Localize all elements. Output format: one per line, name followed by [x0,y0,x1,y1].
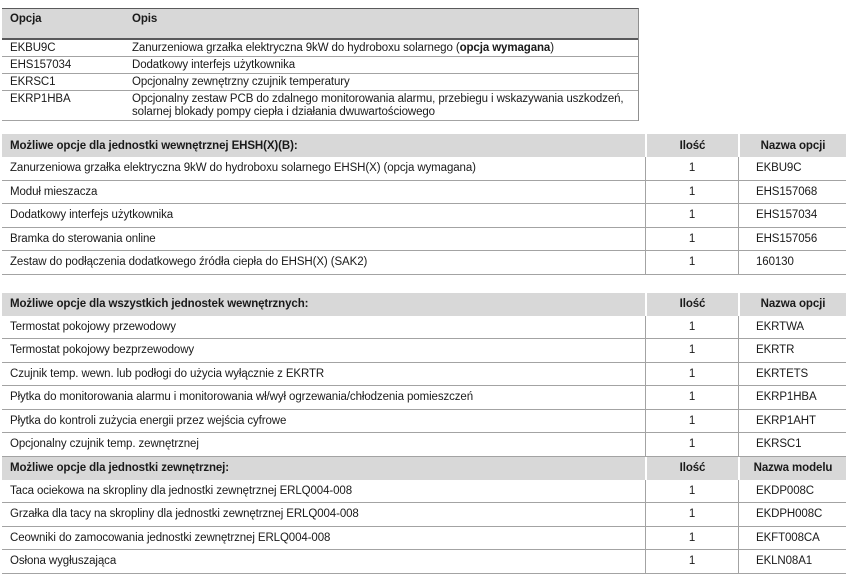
table-row [2,228,846,252]
indoor-unit-options-table [2,134,846,275]
table-header-row [2,293,846,316]
table-header-row [2,457,846,480]
description-cell: Termostat pokojowy przewodowy [10,320,176,333]
description-cell: Płytka do kontroli zużycia energii przez wejścia cyfrowe [10,414,287,427]
description-bold-text: opcja wymagana [459,41,551,54]
table-row [2,204,846,228]
model-name-cell: EKLN08A1 [738,550,846,573]
quantity-cell: 1 [645,228,738,251]
description-cell: Termostat pokojowy bezprzewodowy [10,344,195,357]
description-cell: Moduł mieszacza [10,185,98,198]
table-row [2,550,846,574]
model-name-cell: EKRTR [738,339,846,362]
description-cell: Taca ociekowa na skropliny dla jednostki zewnętrznej ERLQ004-008 [10,484,352,497]
accessories-description-table [2,8,639,121]
table-row [2,480,846,504]
description-cell: Czujnik temp. wewn. lub podłogi do użycia wyłącznie z EKRTR [10,367,325,380]
option-code-cell: EKBU9C [10,41,56,54]
model-name-cell: EKRTETS [738,363,846,386]
quantity-cell: 1 [645,251,738,274]
description-cell [124,40,638,56]
quantity-cell: 1 [645,550,738,573]
model-name-cell: EKRP1HBA [738,386,846,409]
model-name-cell: EKRSC1 [738,433,846,456]
model-name-cell: EKDPH008C [738,503,846,526]
description-cell: Osłona wygłuszająca [10,555,117,568]
table-row [2,527,846,551]
quantity-cell: 1 [645,433,738,456]
all-indoor-units-options-table [2,293,846,457]
quantity-cell: 1 [645,339,738,362]
description-cell: Opcjonalny czujnik temp. zewnętrznej [10,438,199,451]
table-row [2,433,846,457]
column-header-quantity: Ilość [645,134,738,157]
description-cell: Dodatkowy interfejs użytkownika [132,58,296,71]
description-text-suffix: ) [550,41,554,54]
model-name-cell: EKRP1AHT [738,410,846,433]
column-header-quantity: Ilość [645,457,738,480]
quantity-cell: 1 [645,204,738,227]
description-cell: Dodatkowy interfejs użytkownika [10,209,174,222]
table-row [2,386,846,410]
table-row [2,251,846,275]
description-cell: Bramka do sterowania online [10,232,156,245]
outdoor-unit-options-table [2,457,846,574]
description-cell: Opcjonalny zestaw PCB do zdalnego monitorowania alarmu, przebiegu i wskazywania uszkodzeń, solarnej blokady pompy ciepła i działania dwuwartościowego [132,92,624,118]
quantity-cell: 1 [645,386,738,409]
table-title: Możliwe opcje dla wszystkich jednostek wewnętrznych: [10,298,309,310]
table-row [2,91,638,121]
model-name-cell: 160130 [738,251,846,274]
column-header-model-name: Nazwa modelu [738,457,846,480]
table-row [2,157,846,181]
quantity-cell: 1 [645,157,738,180]
quantity-cell: 1 [645,527,738,550]
table-row [2,57,638,74]
description-text: Zanurzeniowa grzałka elektryczna 9kW do hydroboxu solarnego ( [132,41,460,54]
quantity-cell: 1 [645,316,738,339]
table-row [2,316,846,340]
model-name-cell: EKFT008CA [738,527,846,550]
description-cell: Grzałka dla tacy na skropliny dla jednostki zewnętrznej ERLQ004-008 [10,508,359,521]
quantity-cell: 1 [645,363,738,386]
model-name-cell: EKBU9C [738,157,846,180]
model-name-cell: EHS157034 [738,204,846,227]
option-code-cell: EKRP1HBA [10,92,71,105]
description-cell: Zestaw do podłączenia dodatkowego źródła ciepła do EHSH(X) (SAK2) [10,256,368,269]
table-row [2,74,638,91]
column-header-quantity: Ilość [645,293,738,316]
column-header-option: Opcja [10,13,42,25]
table-header-row [2,134,846,157]
table-row [2,181,846,205]
option-code-cell: EHS157034 [10,58,72,71]
description-cell: Ceowniki do zamocowania jednostki zewnętrznej ERLQ004-008 [10,531,331,544]
table-title: Możliwe opcje dla jednostki wewnętrznej EHSH(X)(B): [10,139,298,152]
model-name-cell: EKDP008C [738,480,846,503]
table-row [2,339,846,363]
column-header-option-name: Nazwa opcji [738,134,846,157]
column-header-option-name: Nazwa opcji [738,293,846,316]
quantity-cell: 1 [645,503,738,526]
model-name-cell: EHS157068 [738,181,846,204]
quantity-cell: 1 [645,480,738,503]
option-code-cell: EKRSC1 [10,75,56,88]
table-row [2,363,846,387]
column-header-description: Opis [132,13,158,25]
quantity-cell: 1 [645,410,738,433]
description-cell: Zanurzeniowa grzałka elektryczna 9kW do hydroboxu solarnego EHSH(X) (opcja wymagana) [10,162,476,175]
model-name-cell: EKRTWA [738,316,846,339]
table-row [2,40,638,57]
quantity-cell: 1 [645,181,738,204]
table-header-row [2,9,638,40]
table-title: Możliwe opcje dla jednostki zewnętrznej: [10,462,230,474]
description-cell: Płytka do monitorowania alarmu i monitorowania wł/wył ogrzewania/chłodzenia pomieszczeń [10,391,474,404]
table-row [2,410,846,434]
model-name-cell: EHS157056 [738,228,846,251]
description-cell: Opcjonalny zewnętrzny czujnik temperatury [132,75,350,88]
table-row [2,503,846,527]
